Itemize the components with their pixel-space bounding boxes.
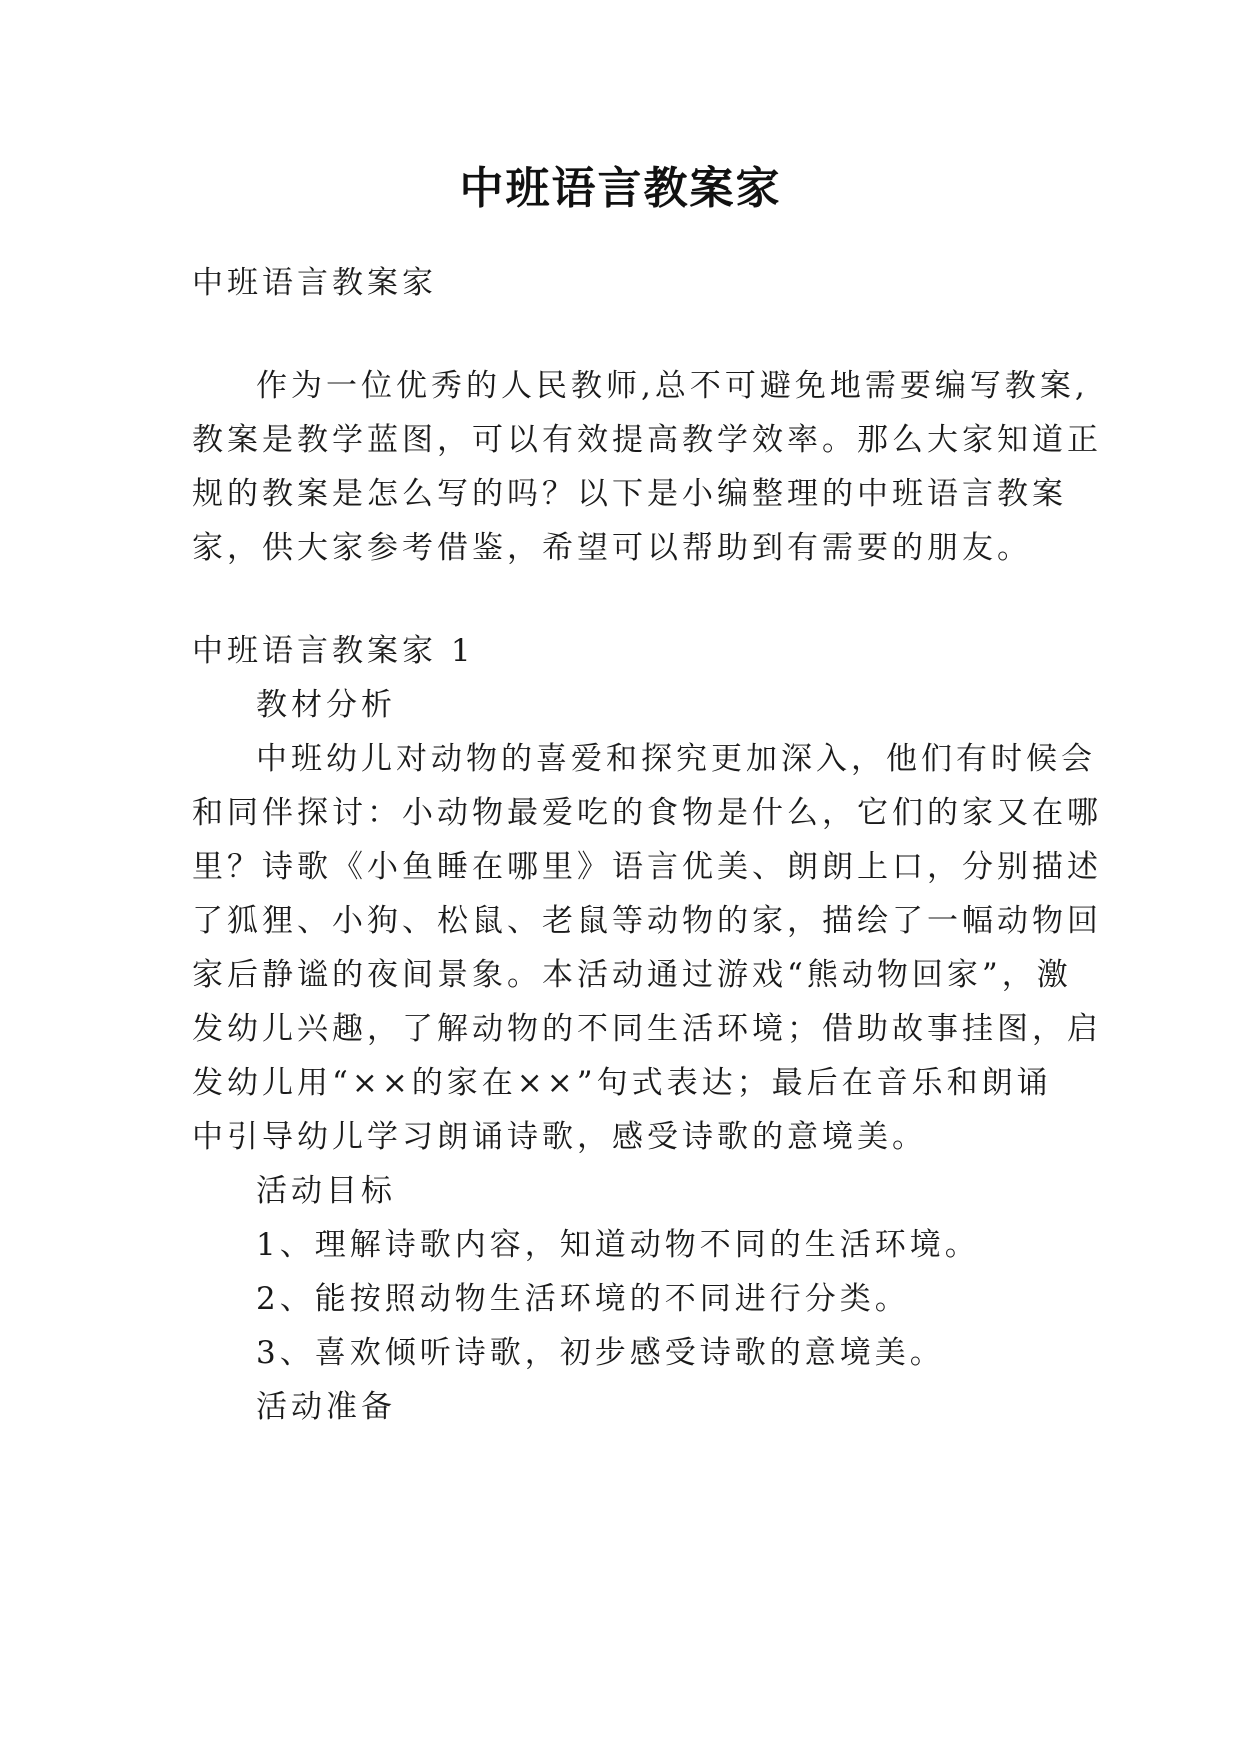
analysis-line: 了狐狸、小狗、松鼠、老鼠等动物的家，描绘了一幅动物回	[192, 903, 1102, 939]
document-title: 中班语言教案家	[459, 163, 782, 214]
analysis-line: 家后静谧的夜间景象。本活动通过游戏“熊动物回家”，激	[192, 957, 1072, 993]
intro-line: 家，供大家参考借鉴，希望可以帮助到有需要的朋友。	[192, 530, 1032, 566]
prep-heading: 活动准备	[256, 1389, 396, 1425]
document-subtitle: 中班语言教案家	[192, 265, 437, 301]
analysis-line: 发幼儿用“××的家在××”句式表达；最后在音乐和朗诵	[192, 1065, 1052, 1101]
goals-heading: 活动目标	[256, 1173, 396, 1209]
goal-item: 1、理解诗歌内容，知道动物不同的生活环境。	[256, 1227, 980, 1263]
goal-item: 2、能按照动物生活环境的不同进行分类。	[256, 1281, 910, 1317]
analysis-line: 中引导幼儿学习朗诵诗歌，感受诗歌的意境美。	[192, 1119, 927, 1155]
analysis-line: 和同伴探讨：小动物最爱吃的食物是什么，它们的家又在哪	[192, 795, 1102, 831]
goal-item: 3、喜欢倾听诗歌，初步感受诗歌的意境美。	[256, 1335, 945, 1371]
intro-line: 教案是教学蓝图，可以有效提高教学效率。那么大家知道正	[192, 422, 1102, 458]
analysis-line: 里？诗歌《小鱼睡在哪里》语言优美、朗朗上口，分别描述	[192, 849, 1102, 885]
analysis-line: 发幼儿兴趣，了解动物的不同生活环境；借助故事挂图，启	[192, 1011, 1102, 1047]
analysis-line: 中班幼儿对动物的喜爱和探究更加深入，他们有时候会	[256, 741, 1096, 777]
intro-line: 作为一位优秀的人民教师,总不可避免地需要编写教案,	[256, 368, 1089, 404]
section-heading: 中班语言教案家 1	[192, 633, 475, 669]
analysis-heading: 教材分析	[256, 687, 396, 723]
intro-line: 规的教案是怎么写的吗？以下是小编整理的中班语言教案	[192, 476, 1067, 512]
